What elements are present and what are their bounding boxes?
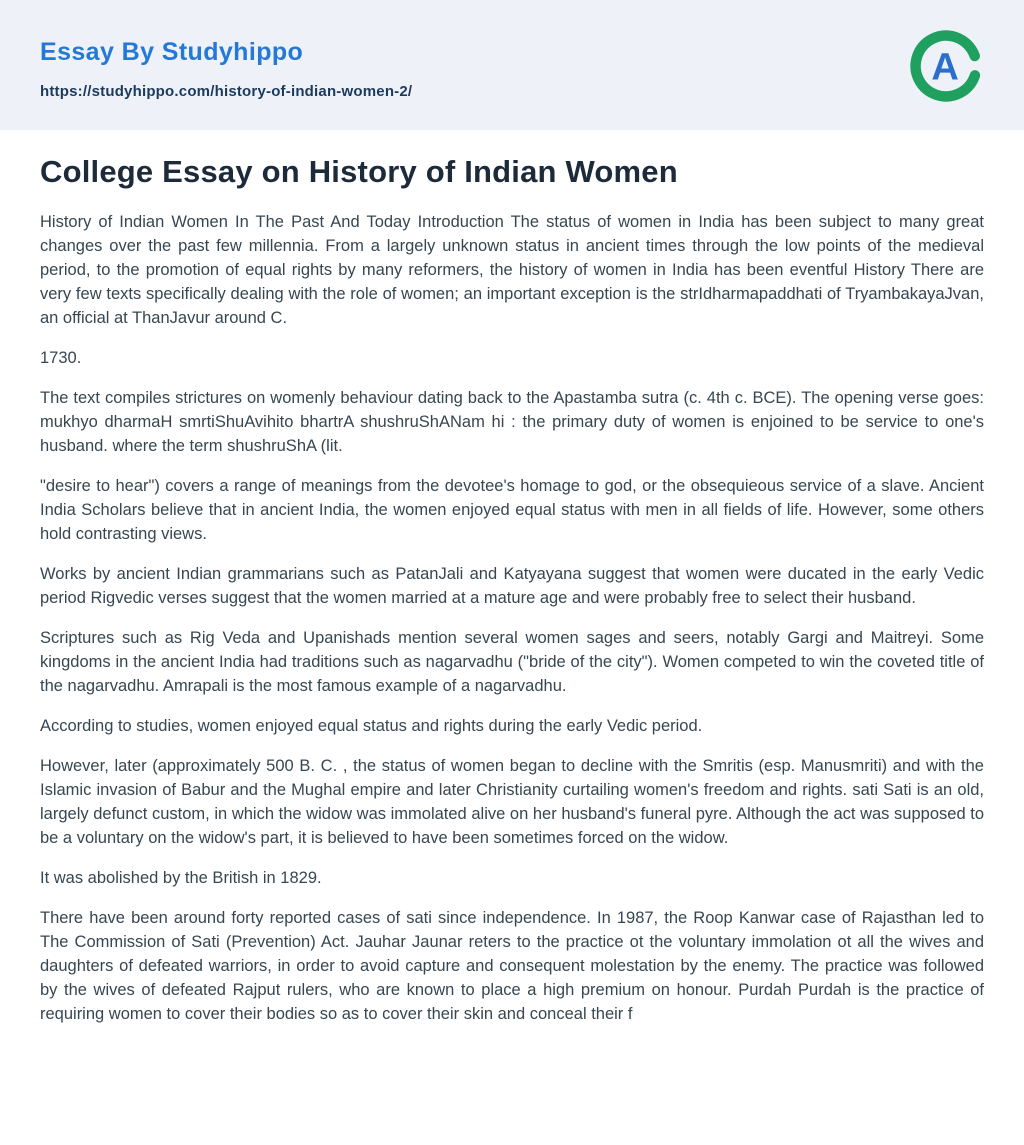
- paragraph: Scriptures such as Rig Veda and Upanishads mention several women sages and seers, notably Gargi and Maitreyi. Some kingdoms in the ancient India had traditions such as nagarvadhu ("bride of the city"). Women competed to win the coveted title of the nagarvadhu. Amrapali is the most famous example of a nagarvadhu.: [40, 628, 984, 695]
- paragraph: The text compiles strictures on womenly behaviour dating back to the Apastamba sutra (c. 4th c. BCE). The opening verse goes: mukhyo dharmaH smrtiShuAvihito bhartrA shushruShANam hi : the primary duty of women is enjoined to be service to one's husband. where the term shushruShA (lit.: [40, 388, 984, 455]
- logo-letter: A: [931, 46, 959, 89]
- paragraph: However, later (approximately 500 B. C. , the status of women began to decline with the Smritis (esp. Manusmriti) and with the Islamic invasion of Babur and the Mughal empire and later Christianity curtailing women's freedom and rights. sati Sati is an old, largely defunct custom, in which the widow was immolated alive on her husband's funeral pyre. Although the act was supposed to be a voluntary on the widow's part, it is believed to have been sometimes forced on the widow.: [40, 756, 984, 847]
- site-header: [0, 0, 1024, 130]
- paragraph: "desire to hear") covers a range of meanings from the devotee's homage to god, or the obsequieous service of a slave. Ancient India Scholars believe that in ancient India, the women enjoyed equal status with men in all fields of life. However, some others hold contrasting views.: [40, 476, 984, 543]
- site-title: Essay By Studyhippo: [40, 38, 304, 66]
- source-url-link[interactable]: https://studyhippo.com/history-of-indian-women-2/: [40, 83, 413, 100]
- paragraph: According to studies, women enjoyed equal status and rights during the early Vedic period.: [40, 716, 703, 735]
- article-title: College Essay on History of Indian Women: [40, 154, 678, 189]
- paragraph: History of Indian Women In The Past And Today Introduction The status of women in India has been subject to many great changes over the past few millennia. From a largely unknown status in ancient times through the low points of the medieval period, to the promotion of equal rights by many reformers, the history of women in India has been eventful History There are very few texts specifically dealing with the role of women; an important exception is the strIdharmapaddhati of TryambakayaJvan, an official at ThanJavur around C.: [40, 212, 984, 327]
- paragraph: 1730.: [40, 348, 82, 367]
- article: [0, 130, 1024, 1088]
- header-text-block: [40, 30, 412, 100]
- paragraph: It was abolished by the British in 1829.: [40, 868, 322, 887]
- paragraph: There have been around forty reported cases of sati since independence. In 1987, the Roop Kanwar case of Rajasthan led to The Commission of Sati (Prevention) Act. Jauhar Jaunar reters to the practice ot the voluntary immolation ot all the wives and daughters of defeated warriors, in order to avoid capture and consequent molestation by the enemy. The practice was followed by the wives of defeated Rajput rulers, who are known to place a high premium on honour. Purdah Purdah is the practice of requiring women to cover their bodies so as to cover their skin and conceal their f: [40, 908, 984, 1023]
- paragraph: Works by ancient Indian grammarians such as PatanJali and Katyayana suggest that women were ducated in the early Vedic period Rigvedic verses suggest that the women married at a mature age and were probably free to select their husband.: [40, 564, 984, 607]
- studyhippo-logo-icon: [908, 28, 984, 104]
